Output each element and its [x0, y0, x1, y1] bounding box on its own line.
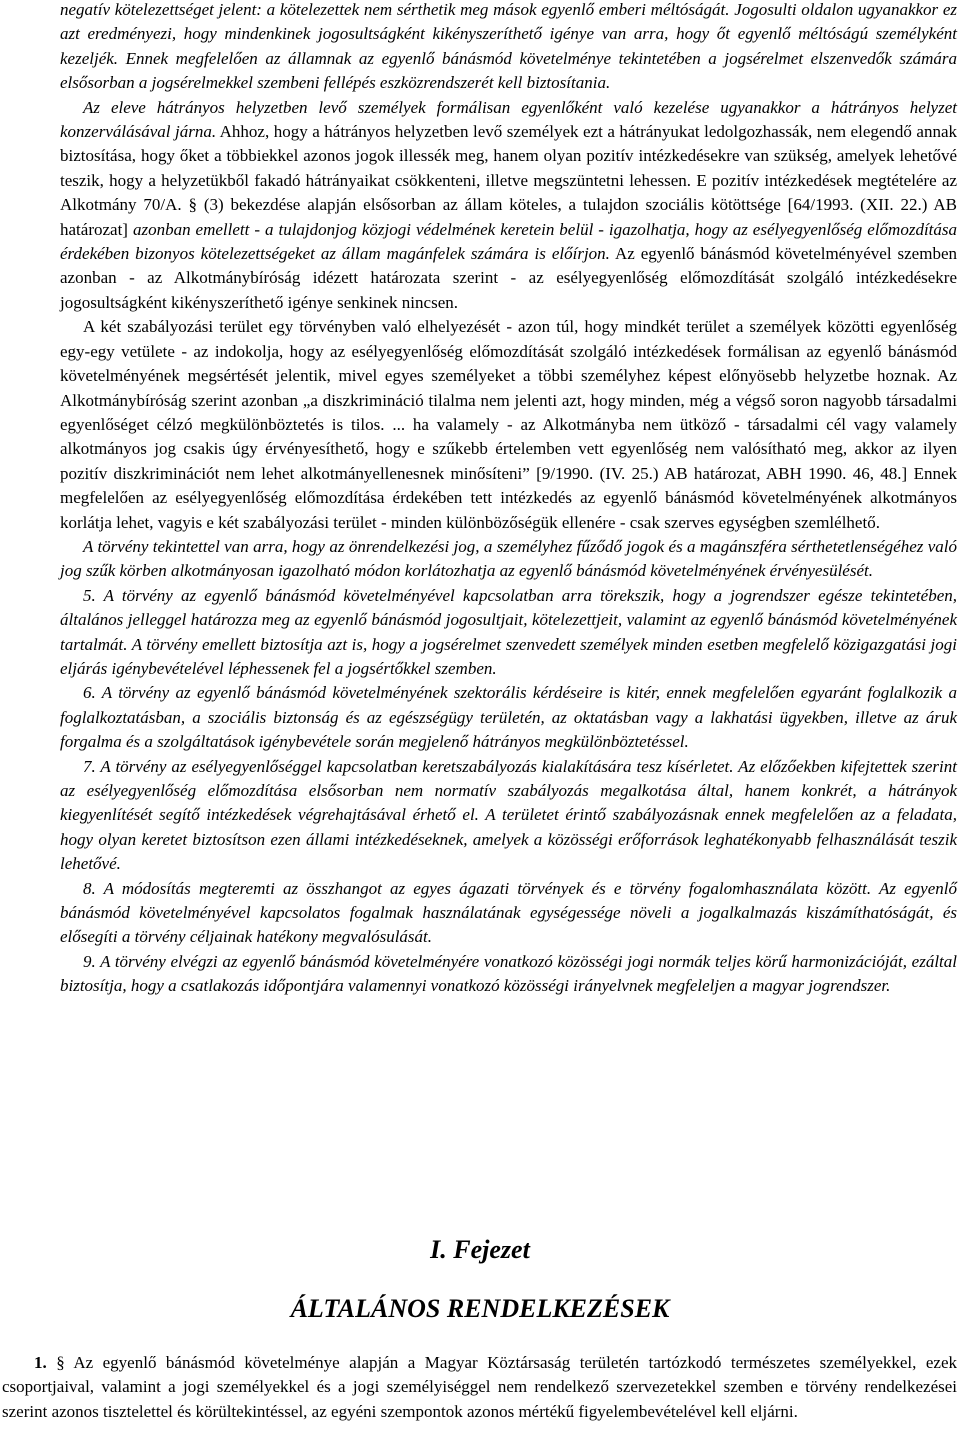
paragraph-two-areas-italic: Az Alkotmánybíróság szerint azonban „a diszkrimináció tilalma nem jelenti azt, hogy minden, még a végső soron nagyobb társadalmi egyenlőséget célzó megkülönböztetés is tilos. ... ha valamely - az Alkotmányba nem ütköző - társadalmi cél vagy valamely alkotmányos jog csakis úgy érvényesíthető, hogy e szűkebb értelemben vett egyenlőség nem valósítható meg, akkor az ilyen pozitív diszkriminációt nem lehet alkotmányellenesnek minősíteni” [9/1990. (IV. 25.) AB határozat, ABH 1990. 46, 48.] — [60, 366, 958, 483]
paragraph-disadvantaged-rest: Ahhoz, hogy a hátrányos helyzetben levő személyek ezt a hátrányukat ledolgozhassák, nem elegendő annak biztosítása, hogy őket a többiekkel azonos jogok illessék meg, hanem olyan pozitív intézkedésekre van szükség, amelyek lehetővé teszik, hogy a helyzetükből fakadó hátrányaikat csökkenteni, illetve megszüntetni lehessen. — [60, 122, 958, 190]
paragraph-two-areas-tail: Ennek megfelelően az esélyegyenlőség előmozdítása érdekében tett intézkedés az egyenlő bánásmód követelményének alkotmányos korlátja lehet, vagyis e két szabályozási terület - minden különbözőségük ellenére - csak szerves egységben szemlélhető. — [60, 463, 958, 532]
paragraph-point-8: 8. A módosítás megteremti az összhangot az egyes ágazati törvények és e törvény fogalomhasználata között. Az egyenlő bánásmód követelményével kapcsolatos fogalmak használatának egységessége növeli a jogalkalmazás kiszámíthatóságát, és elősegíti a törvény céljainak hatékony megvalósulását. — [60, 878, 957, 947]
paragraph-point-9: 9. A törvény elvégzi az egyenlő bánásmód követelményére vonatkozó közösségi jogi normák teljes körű harmonizációját, ezáltal biztosítja, hogy a csatlakozás időpontjára valamennyi vonatkozó közösségi irányelvnek megfeleljen a magyar jogrendszer. — [60, 951, 957, 996]
chapter-number: I. Fejezet — [430, 1235, 530, 1264]
paragraph-disadvantaged-italic: Az eleve hátrányos helyzetben levő személyek formálisan egyenlőként való kezelése ugyanakkor a hátrányos helyzet konzerválásával járna. — [60, 97, 957, 142]
paragraph-dignity-continuation: Jogosulti oldalon ugyanakkor ez azt eredményezi, hogy mindenkinek jogosultságként kikényszeríthető igénye van arra, hogy őt egyenlő méltóságú személyként kezeljék. Ennek megfelelően az államnak az egyenlő bánásmód követelménye tekintetében a jogsérelmet elszenvedők számára elsősorban a jogsérelmekkel szembeni fellépés eszközrendszerét kell biztosítania. — [60, 0, 958, 93]
paragraph-self-determination: A törvény tekintettel van arra, hogy az önrendelkezési jog, a személyhez fűződő jogok és a magánszféra sérthetetlenségéhez való jog szűk körben alkotmányosan igazolható módon korlátozhatja az egyenlő bánásmód követelményének érvényesülését. — [60, 536, 957, 581]
section-mark: § — [56, 1353, 65, 1372]
section-1-paragraph — [2, 1351, 957, 1424]
document-body — [60, 0, 957, 999]
paragraph-disadvantaged-upright-b: Az egyenlő bánásmód követelményével szemben azonban - az Alkotmánybíróság idézett határozata szerint - az esélyegyenlőség előmozdítását szolgáló intézkedésekre jogosultságként kikényszeríthető igénye senkinek nincsen. — [60, 244, 957, 312]
paragraph-dignity — [60, 0, 957, 96]
paragraph-two-areas — [60, 315, 957, 535]
paragraph-point-6: 6. A törvény az egyenlő bánásmód követelményének szektorális kérdéseire is kitér, ennek megfelelően egyaránt foglalkozik a foglalkoztatásban, a szociális biztonság és az egészségügy területén, az oktatásban vagy a lakhatási ügyekben, illetve az áruk forgalma és a szolgáltatások igénybevétele során megjelenő hátrányos megkülönböztetéssel. — [60, 683, 957, 752]
paragraph-disadvantaged-tail: azonban emellett - a tulajdonjog közjogi védelmének keretein belül - igazolhatja, hogy az esélyegyenlőség előmozdítása érdekében bizonyos kötelezettségeket az állam magánfelek számára is előírjon. — [60, 219, 958, 264]
paragraph-disadvantaged-upright-a: E pozitív intézkedések megtételére az Alkotmány 70/A. § (3) bekezdése alapján elsősorban az állam köteles, a tulajdon szociális kötöttsége [64/1993. (XII. 22.) AB határozat] — [60, 170, 958, 239]
paragraph-point-5: 5. A törvény az egyenlő bánásmód követelményével kapcsolatban arra törekszik, hogy a jogrendszer egésze tekintetében, általános jelleggel határozza meg az egyenlő bánásmód jogosultjait, kötelezettjeit, valamint az egyenlő bánásmód követelményének tartalmát. A törvény emellett biztosítja azt is, hogy a jogsérelmet szenvedett személyek minden esetben megfelelő közigazgatási jogi eljárás igénybevételével léphessenek fel a jogsértőkkel szemben. — [60, 585, 957, 678]
paragraph-disadvantaged — [60, 96, 957, 316]
paragraph-point-7: 7. A törvény az esélyegyenlőséggel kapcsolatban keretszabályozás kialakítására tesz kísérletet. Az előzőekben kifejtettek szerint az esélyegyenlőség előmozdítása elsősorban nem normatív szabályozás megalkotása által, hanem konkrét, a hátrányok kiegyenlítését segítő intézkedések végrehajtásával érhető el. A területet érintő szabályozásnak ennek megfelelően az a feladata, hogy olyan keretet biztosítson ezen állami intézkedéseknek, amelyek a közösségi erőforrások leghatékonyabb felhasználását teszik lehetővé. — [60, 756, 957, 874]
paragraph-dignity-line-1: negatív kötelezettséget jelent: a kötelezettek nem sérthetik meg mások egyenlő emberi méltóságát. — [60, 0, 730, 19]
section-1-text: Az egyenlő bánásmód követelménye alapján a Magyar Köztársaság területén tartózkodó természetes személyekkel, ezek csoportjaival, valamint a jogi személyekkel és a jogi személyiséggel nem rendelkező szervezetekkel szemben e törvény rendelkezései szerint azonos tisztelettel és körültekintéssel, az egyéni szempontok azonos mértékű figyelembevételével kell eljárni. — [2, 1353, 958, 1421]
chapter-title: ÁLTALÁNOS RENDELKEZÉSEK — [290, 1294, 670, 1323]
paragraph-two-areas-text: A két szabályozási terület egy törvényben való elhelyezését - azon túl, hogy mindkét terület a személyek közötti egyenlőség egy-egy vetülete - az indokolja, hogy az esélyegyenlőség előmozdítását szolgáló intézkedések formálisan az egyenlő bánásmód követelményének megsértését jelentik, mivel egyes személyeket a többi személyhez képest előnyösebb helyzetbe hoznak. — [60, 317, 957, 386]
section-1-number: 1. — [34, 1353, 47, 1372]
